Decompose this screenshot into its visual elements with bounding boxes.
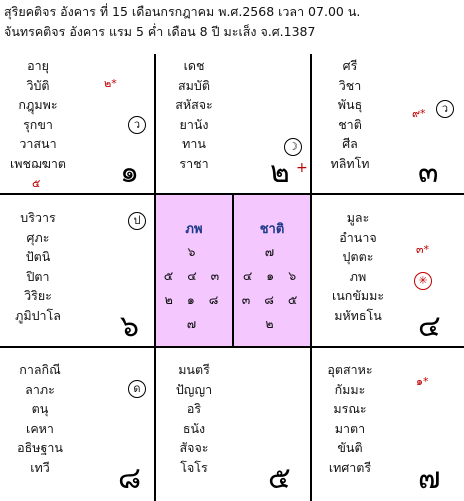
- header-solar-line: สุริยคติจร อังคาร ที่ 15 เดือนกรกฎาคม พ.ศ.2568 เวลา 07.00 น.: [4, 4, 361, 19]
- word: ปิตา: [26, 268, 50, 284]
- word: กาลกิณี: [19, 362, 61, 377]
- center-right-row: ๓ ๘ ๕: [241, 292, 303, 307]
- word: กฎุมพะ: [18, 97, 58, 112]
- house-words: [318, 208, 398, 325]
- house-number: ๕: [268, 461, 291, 496]
- word: ปัญญา: [175, 381, 213, 397]
- word: เทวี: [30, 459, 50, 475]
- center-left-row: ๗: [186, 316, 202, 331]
- word: ศรี: [342, 58, 358, 73]
- house-words: [164, 360, 224, 477]
- center-right-row: ๔ ๑ ๖: [242, 268, 302, 283]
- star-marker: ๒*: [104, 77, 117, 90]
- word: เดช: [183, 58, 205, 73]
- word: อำนาจ: [339, 229, 377, 245]
- grid-line-v2: [310, 54, 312, 501]
- word: อุตสาหะ: [327, 362, 373, 377]
- word: วาสนา: [19, 136, 57, 151]
- center-left-title: ภพ: [185, 222, 203, 237]
- word: มูละ: [346, 210, 370, 225]
- word: เนกขัมมะ: [331, 288, 385, 303]
- house-number: ๓: [418, 155, 439, 190]
- circled-glyph-icon: ว: [436, 100, 454, 118]
- center-left-row: ๕ ๔ ๓: [163, 268, 225, 283]
- word: ภพ: [349, 268, 367, 284]
- circled-glyph-icon: ด: [128, 380, 146, 398]
- word: วิชา: [338, 77, 362, 93]
- house-words: [8, 208, 68, 325]
- word: ยานัง: [179, 116, 209, 132]
- house-words: [164, 56, 224, 173]
- word: ศุภะ: [26, 229, 50, 245]
- word: ทลิทโท: [330, 155, 370, 171]
- word: บริวาร: [20, 210, 56, 225]
- house-number: ๖: [120, 309, 140, 344]
- house-number: ๘: [118, 461, 142, 496]
- circled-glyph-icon: ว: [128, 116, 146, 134]
- center-right-title: ชาติ: [259, 222, 285, 237]
- house-number: ๔: [418, 309, 441, 344]
- word: กัมมะ: [334, 381, 366, 397]
- house-words: [314, 360, 386, 477]
- house-number: ๗: [418, 461, 441, 496]
- word: พันธุ: [337, 97, 363, 112]
- word: รุกขา: [23, 116, 53, 132]
- word: มนตรี: [178, 362, 210, 377]
- word: ตนุ: [31, 401, 49, 416]
- word: ขันติ: [337, 440, 363, 455]
- center-right-row: ๒: [265, 316, 279, 331]
- house-words: [8, 56, 68, 173]
- circled-glyph-icon: ป: [128, 212, 146, 230]
- red-numeral: ๕: [32, 177, 41, 190]
- word: ศีล: [342, 136, 358, 151]
- word: เทศาตรี: [328, 459, 372, 475]
- house-number: ๑: [120, 155, 140, 190]
- word: อริ: [186, 401, 202, 416]
- grid-line-h2: [0, 346, 464, 348]
- word: ปัตนิ: [25, 249, 51, 264]
- word: เคหา: [26, 420, 54, 436]
- star-marker: ๓*: [416, 243, 430, 256]
- word: มรณะ: [333, 401, 367, 416]
- word: วิบัติ: [26, 77, 50, 93]
- house-words: [314, 56, 386, 173]
- word: ทาน: [182, 136, 206, 151]
- word: โจโร: [180, 459, 208, 475]
- word: อธิษฐาน: [17, 440, 63, 455]
- word: สัจจะ: [179, 440, 209, 455]
- center-left-row: ๒ ๑ ๘: [164, 292, 224, 307]
- plus-marker: +: [296, 160, 308, 176]
- header-lunar-line: จันทรคติจร อังคาร แรม 5 ค่ำ เดือน 8 ปี มะเส็ง จ.ศ.1387: [4, 24, 316, 39]
- word: สมบัติ: [178, 77, 210, 93]
- word: ราชา: [179, 155, 209, 171]
- word: ภูมิปาโล: [15, 307, 61, 323]
- star-marker: ๙*: [412, 107, 426, 120]
- word: วิริยะ: [24, 288, 52, 303]
- word: ธนัง: [182, 420, 206, 436]
- word: อายุ: [27, 58, 49, 73]
- word: ชาติ: [338, 116, 362, 132]
- moon-icon: ☽: [284, 138, 302, 156]
- word: เพชฌฆาต: [9, 155, 67, 171]
- word: สหัสจะ: [175, 97, 213, 112]
- word: มาตา: [334, 420, 366, 436]
- house-words: [8, 360, 72, 477]
- word: ลาภะ: [25, 381, 55, 397]
- star-marker: ๑*: [416, 375, 429, 388]
- center-left-row: ๖: [187, 244, 201, 259]
- center-right-row: ๗: [264, 244, 280, 259]
- word: มหัทธโน: [334, 307, 382, 323]
- word: ปุตตะ: [342, 249, 374, 264]
- asterisk-circle-icon: ✳: [414, 272, 432, 290]
- house-number: ๒: [270, 155, 290, 190]
